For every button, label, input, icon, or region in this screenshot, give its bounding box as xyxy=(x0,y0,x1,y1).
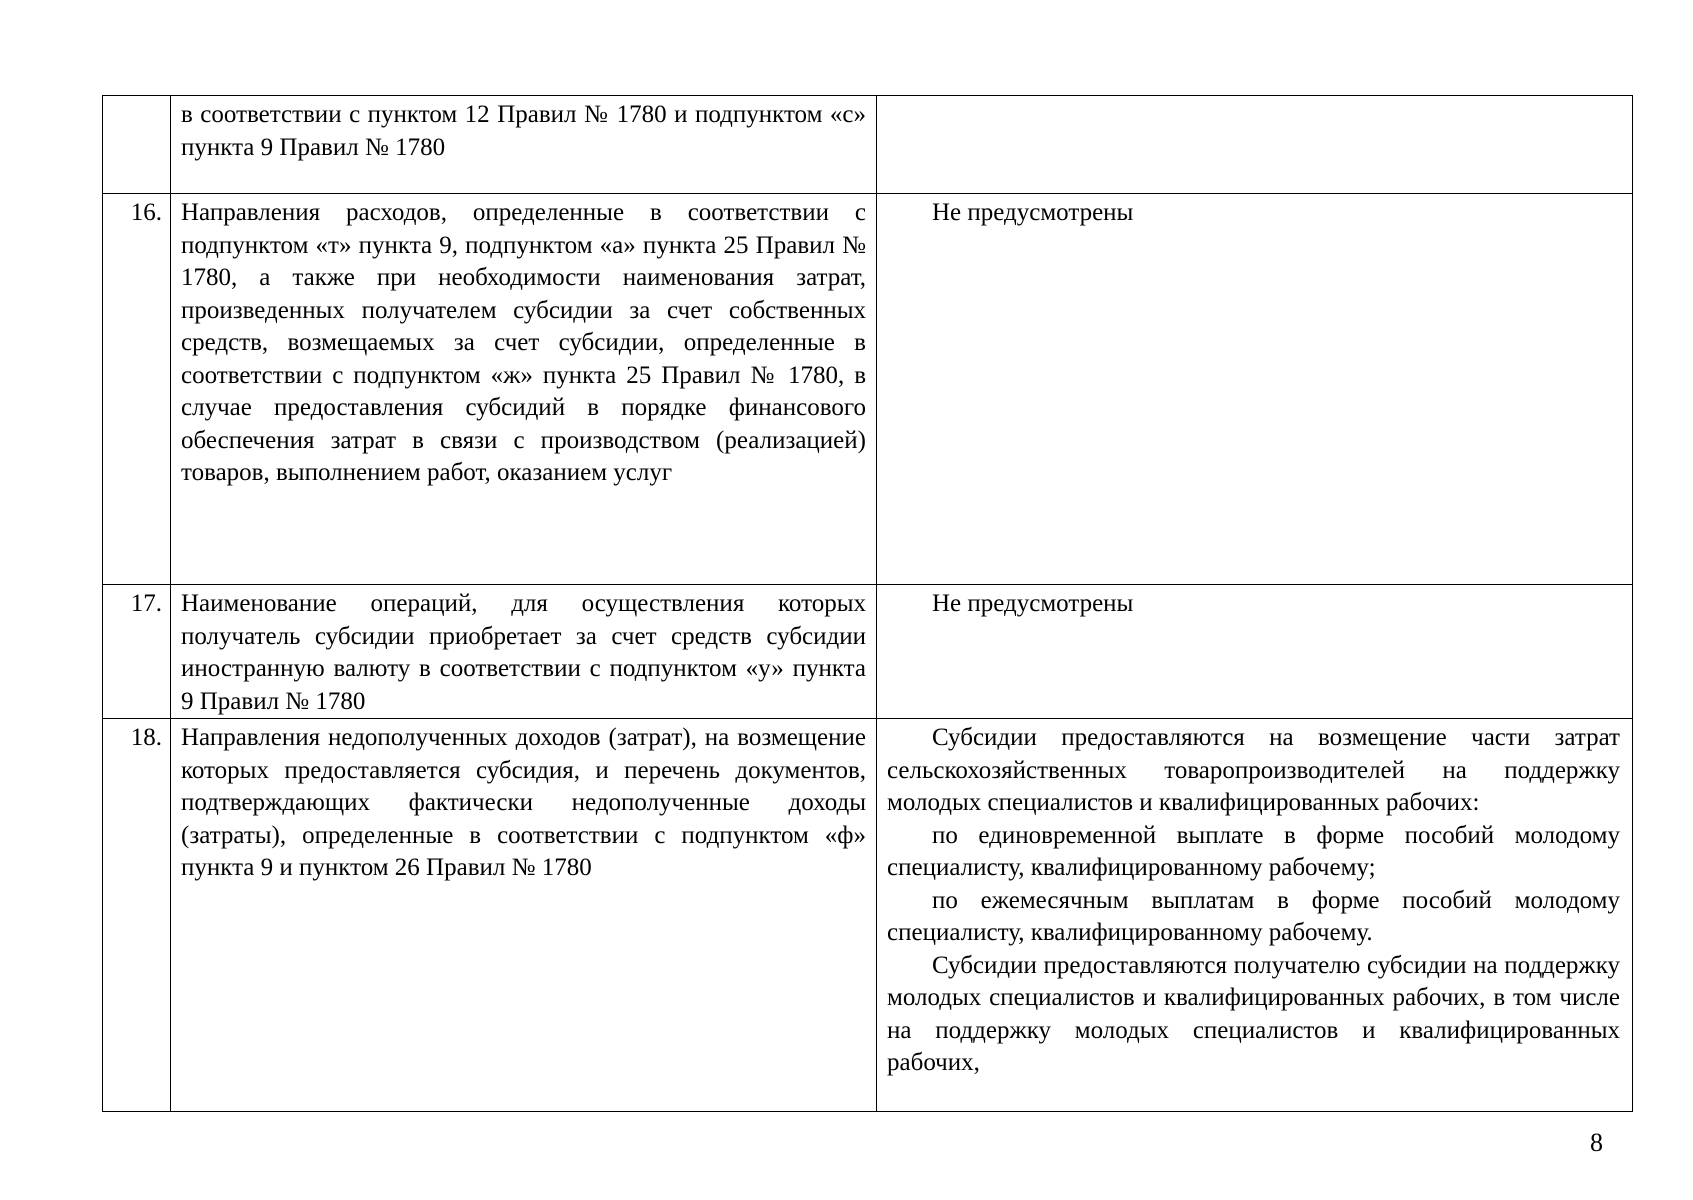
row-number xyxy=(103,96,171,194)
table-row xyxy=(103,719,1633,1112)
row-description: в соответствии с пунктом 12 Правил № 1780 и подпунктом «с» пункта 9 Правил № 1780 xyxy=(171,96,877,194)
row-number: 17. xyxy=(103,585,171,719)
value-paragraph: Не предусмотрены xyxy=(932,199,1134,226)
page-number: 8 xyxy=(1590,1128,1603,1157)
table-row xyxy=(103,585,1633,719)
value-paragraph: Субсидии предоставляются получателю субсидии на поддержку молодых специалистов и квалифицированных рабочих, в том числе на поддержку молодых специалистов и квалифицированных рабочих, xyxy=(887,951,1620,1076)
row-value xyxy=(877,96,1633,194)
row-description: Направления недополученных доходов (затрат), на возмещение которых предоставляется субсидия, и перечень документов, подтверждающих фактически недополученные доходы (затраты), определенные в соответствии с подпунктом «ф» пункта 9 и пунктом 26 Правил № 1780 xyxy=(171,719,877,1112)
table-row xyxy=(103,194,1633,585)
document-table xyxy=(102,95,1633,1112)
row-number: 16. xyxy=(103,194,171,585)
value-paragraph: Субсидии предоставляются на возмещение части затрат сельскохозяйственных товаропроизводителей на поддержку молодых специалистов и квалифицированных рабочих: xyxy=(887,724,1620,816)
value-paragraph: по ежемесячным выплатам в форме пособий молодому специалисту, квалифицированному рабочему. xyxy=(887,886,1620,946)
row-value xyxy=(877,719,1633,1112)
row-value xyxy=(877,585,1633,719)
value-paragraph: Не предусмотрены xyxy=(932,590,1134,617)
row-description: Наименование операций, для осуществления которых получатель субсидии приобретает за счет средств субсидии иностранную валюту в соответствии с подпунктом «у» пункта 9 Правил № 1780 xyxy=(171,585,877,719)
row-description: Направления расходов, определенные в соответствии с подпунктом «т» пункта 9, подпунктом «а» пункта 25 Правил № 1780, а также при необходимости наименования затрат, произведенных получателем субсидии за счет собственных средств, возмещаемых за счет субсидии, определенные в соответствии с подпунктом «ж» пункта 25 Правил № 1780, в случае предоставления субсидий в порядке финансового обеспечения затрат в связи с производством (реализацией) товаров, выполнением работ, оказанием услуг xyxy=(171,194,877,585)
row-value xyxy=(877,194,1633,585)
row-number: 18. xyxy=(103,719,171,1112)
value-paragraph: по единовременной выплате в форме пособий молодому специалисту, квалифицированному рабочему; xyxy=(887,821,1620,881)
table-row xyxy=(103,96,1633,194)
